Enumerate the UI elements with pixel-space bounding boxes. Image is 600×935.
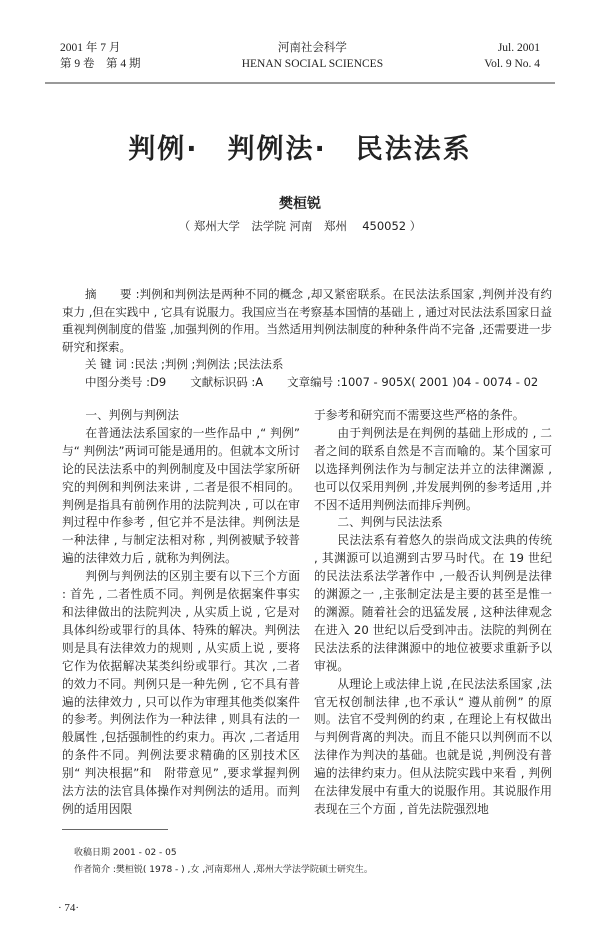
article-number: 文章编号 :1007 - 905X( 2001 )04 - 0074 - 02 [287, 374, 539, 389]
paragraph: 由于判例法是在判例的基础上形成的 , 二者之间的联系自然是不言而喻的。某个国家可以选择判例法作为与制定法并立的法律渊源 , 也可以仅采用判例 ,并发展判例的参考适用 ,并不因不适用判例法而排斥判例。 [314, 425, 552, 512]
affiliation: （ 郑州大学 法学院 河南 郑州 450052 ） [178, 219, 422, 233]
header-right [484, 40, 540, 72]
volume-issue: 第 9 卷 第 4 期 [60, 58, 141, 70]
right-column [314, 407, 552, 819]
clc-number: 中图分类号 :D9 [85, 374, 167, 389]
footnotes [74, 846, 555, 877]
header-center [242, 40, 383, 72]
issue-date: 2001 年 7 月 [60, 42, 121, 54]
footnote-rule [62, 829, 168, 830]
paragraph: 判例与判例法的区别主要有以下三个方面 : 首先 , 二者性质不同。判例是依据案件事实和法律做出的法院判决 , 从实质上说 , 它是对具体纠纷或罪行的具体、特殊的解决。判例法则是具有法律效力的规则 , 从实质上说 , 要将它作为依据解决某类纠纷或罪行。其次 ,二者的效力不同。判例只是一种先例 , 它不具有普遍的法律效力 , 只可以作为审理其他类似案件的参考。判例法作为一种法律 , 则具有法的一般属性 ,包括强制性的约束力。再次 ,二者适用的条件不同。判例法要求精确的区别技术区别“ 判决根据”和 附带意见” ,要求掌握判例法方法的法官具体操作对判例法的适用。而判例的适用因限 [62, 569, 300, 816]
journal-name-cn: 河南社会科学 [277, 42, 347, 54]
header-left [60, 40, 141, 72]
keywords: 关 键 词 :民法 ;判例 ;判例法 ;民法法系 [85, 357, 284, 371]
section-heading: 一、判例与判例法 [85, 408, 179, 422]
volume-issue-en: Vol. 9 No. 4 [484, 58, 540, 70]
paragraph: 民法法系有着悠久的崇尚成文法典的传统 , 其渊源可以追溯到古罗马时代。在 19 世纪的民法法系法学著作中 ,一般否认判例是法律的渊源之一 ,主张制定法是主要的甚至是惟一的渊源。随着社会的迅猛发展 , 这种法律观念在进入 20 世纪以后受到冲击。法院的判例在民法法系的法律渊源中的地位被要求重新予以审视。 [314, 533, 552, 673]
section-heading: 二、判例与民法法系 [337, 515, 443, 530]
page-number: · 74· [58, 901, 80, 914]
abstract-text: 摘 要 :判例和判例法是两种不同的概念 ,却又紧密联系。在民法法系国家 ,判例并没有约束力 ,但在实践中 , 它具有说服力。我国应当在考察基本国情的基础上 , 通过对民法法系国家日益重视判例制度的借鉴 ,加强判例的作用。当然适用判例法制度的种种条件尚不完备 ,还需要进一步研究和探索。 [62, 287, 552, 354]
abstract-block [62, 286, 552, 391]
classification-row [62, 374, 552, 392]
paragraph: 从理论上或法律上说 ,在民法法系国家 ,法官无权创制法律 ,也不承认“ 遵从前例” 的原则。法官不受判例的约束 , 在理论上有权做出与判例背离的判决。而且不能只以判例而不以法律作为判决的基础。也就是说 ,判例没有普遍的法律约束力。但从法院实践中来看 , 判例在法律发展中有重大的说服作用。其说服作用表现在三个方面 , 首先法院强烈地 [314, 676, 552, 816]
running-header [45, 40, 555, 72]
left-column [62, 407, 300, 819]
paper-title: 判例· 判例法· 民法法系 [128, 134, 472, 165]
journal-name-en: HENAN SOCIAL SCIENCES [241, 58, 384, 70]
issue-date-en: Jul. 2001 [497, 42, 540, 54]
header-rule [45, 82, 555, 84]
author-name: 樊桓锐 [279, 196, 321, 212]
paragraph: 在普通法法系国家的一些作品中 ,“ 判例” 与“ 判例法”两词可能是通用的。但就本文所讨论的民法法系中的判例制度及中国法学家所研究的判例和判例法来讲 , 二者是很不相同的。判例是指具有前例作用的法院判决 , 可以在审判过程中作参考 , 但它并不是法律。判例法是一种法律 , 与制定法相对称 , 判例被赋予较普遍的法律效力后 , 就称为判例法。 [62, 425, 300, 566]
author-bio: 作者简介 :樊桓锐( 1978 - ) ,女 ,河南郑州人 ,郑州大学法学院硕士研究生。 [74, 864, 373, 875]
body-columns [62, 407, 552, 819]
document-code: 文献标识码 :A [190, 374, 264, 389]
received-date: 收稿日期 2001 - 02 - 05 [74, 847, 177, 858]
paragraph-continued: 于参考和研究而不需要这些严格的条件。 [314, 408, 525, 422]
